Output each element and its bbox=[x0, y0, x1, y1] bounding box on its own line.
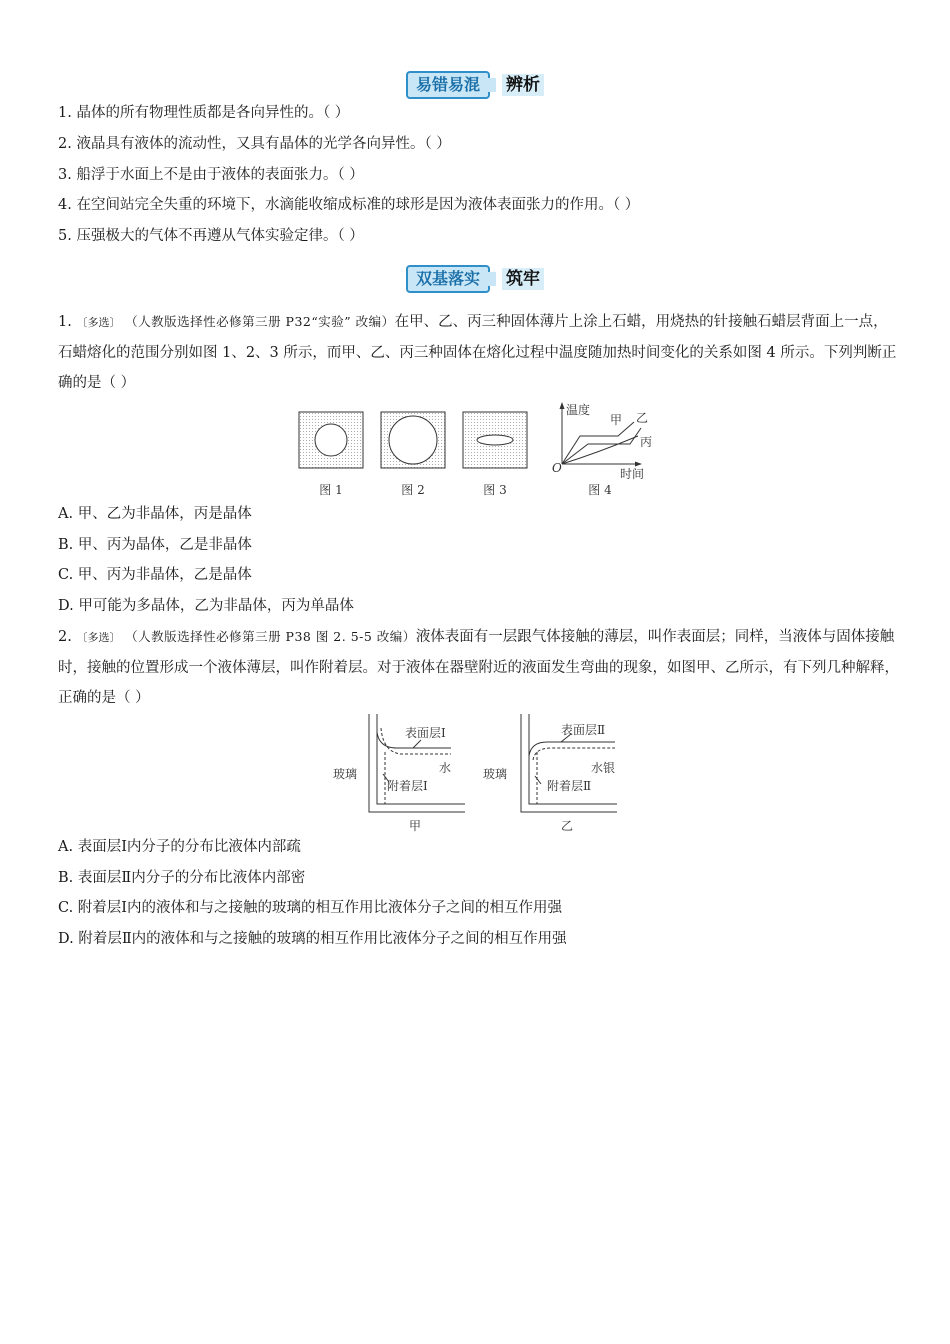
figure-yi-glass-label: 玻璃 bbox=[483, 767, 508, 781]
figure-yi-surface-label: 表面层Ⅱ bbox=[561, 723, 606, 737]
figure-3 bbox=[463, 412, 527, 497]
figure-4 bbox=[552, 402, 652, 497]
figure-jia-surface-label: 表面层Ⅰ bbox=[405, 726, 446, 740]
figure-4-curve-yi: 乙 bbox=[636, 411, 649, 425]
figure-2-caption: 图 2 bbox=[401, 483, 425, 497]
figure-4-caption: 图 4 bbox=[588, 483, 612, 497]
question-2-option-a: A. 表面层Ⅰ内分子的分布比液体内部疏 bbox=[58, 839, 301, 855]
figure-yi-caption: 乙 bbox=[560, 819, 574, 833]
section-subtitle-2: 筑牢 bbox=[502, 268, 544, 290]
question-2-tag: 〔多选〕 bbox=[76, 631, 121, 644]
question-1-source: （人教版选择性必修第三册 P32“实验” 改编） bbox=[125, 314, 395, 329]
question-1-option-d: D. 甲可能为多晶体，乙为非晶体，丙为单晶体 bbox=[58, 598, 354, 614]
figure-jia-caption: 甲 bbox=[408, 819, 422, 833]
figure-jia bbox=[333, 714, 465, 833]
question-1-option-a: A. 甲、乙为非晶体，丙是晶体 bbox=[58, 506, 252, 522]
section-subtitle-1: 辨析 bbox=[502, 74, 544, 96]
question-1-text: 在甲、乙、丙三种固体薄片上涂上石蜡，用烧热的针接触石蜡层背面上一点，石蜡熔化的范围分别如图 1、2、3 所示，而甲、乙、丙三种固体在熔化过程中温度随加热时间变化的关系如图 4 所示。下列判断正确的是（ ） bbox=[58, 314, 897, 391]
question-2-number: 2. bbox=[58, 629, 72, 645]
figure-yi-liquid-label: 水银 bbox=[591, 761, 616, 775]
question-2-stem bbox=[58, 622, 900, 713]
judge-item-4: 4. 在空间站完全失重的环境下，水滴能收缩成标准的球形是因为液体表面张力的作用。（ ） bbox=[58, 197, 640, 213]
section-banner-1 bbox=[0, 70, 950, 100]
figure-jia-glass-label: 玻璃 bbox=[333, 767, 358, 781]
question-1-tag: 〔多选〕 bbox=[76, 316, 121, 329]
question-2-figures bbox=[325, 712, 625, 836]
section-title-1: 易错易混 bbox=[406, 71, 490, 99]
section-title-2: 双基落实 bbox=[406, 265, 490, 293]
question-1-option-c: C. 甲、丙为非晶体，乙是晶体 bbox=[58, 567, 252, 583]
question-1-number: 1. bbox=[58, 314, 72, 330]
figure-jia-attach-label: 附着层Ⅰ bbox=[387, 779, 428, 793]
figure-jia-liquid-label: 水 bbox=[439, 761, 452, 775]
figure-4-origin: O bbox=[552, 461, 562, 475]
figure-2 bbox=[381, 412, 445, 497]
question-2-source: （人教版选择性必修第三册 P38 图 2. 5-5 改编） bbox=[125, 629, 416, 644]
section-banner-2 bbox=[0, 264, 950, 294]
figure-4-ylabel: 温度 bbox=[566, 403, 591, 417]
question-2-option-c: C. 附着层Ⅰ内的液体和与之接触的玻璃的相互作用比液体分子之间的相互作用强 bbox=[58, 900, 563, 916]
figure-4-curve-bing: 丙 bbox=[640, 435, 653, 449]
judge-item-5: 5. 压强极大的气体不再遵从气体实验定律。（ ） bbox=[58, 228, 364, 244]
question-2-option-b: B. 表面层Ⅱ内分子的分布比液体内部密 bbox=[58, 870, 306, 886]
question-2-option-d: D. 附着层Ⅱ内的液体和与之接触的玻璃的相互作用比液体分子之间的相互作用强 bbox=[58, 931, 567, 947]
figure-1-caption: 图 1 bbox=[319, 483, 343, 497]
figure-1 bbox=[299, 412, 363, 497]
question-1-stem bbox=[58, 307, 900, 398]
judge-item-3: 3. 船浮于水面上不是由于液体的表面张力。（ ） bbox=[58, 167, 364, 183]
question-1-figures bbox=[290, 400, 670, 504]
judge-item-2: 2. 液晶具有液体的流动性，又具有晶体的光学各向异性。（ ） bbox=[58, 136, 451, 152]
judge-item-1: 1. 晶体的所有物理性质都是各向异性的。（ ） bbox=[58, 105, 350, 121]
figure-yi-attach-label: 附着层Ⅱ bbox=[547, 779, 592, 793]
figure-4-xlabel: 时间 bbox=[620, 467, 645, 481]
question-2-text: 液体表面有一层跟气体接触的薄层，叫作表面层；同样，当液体与固体接触时，接触的位置形成一个液体薄层，叫作附着层。对于液体在器壁附近的液面发生弯曲的现象，如图甲、乙所示，有下列几种解释，正确的是（ ） bbox=[58, 629, 899, 706]
figure-3-caption: 图 3 bbox=[483, 483, 507, 497]
figure-4-curve-jia: 甲 bbox=[610, 413, 623, 427]
question-1-option-b: B. 甲、丙为晶体，乙是非晶体 bbox=[58, 537, 252, 553]
figure-yi bbox=[483, 714, 617, 833]
